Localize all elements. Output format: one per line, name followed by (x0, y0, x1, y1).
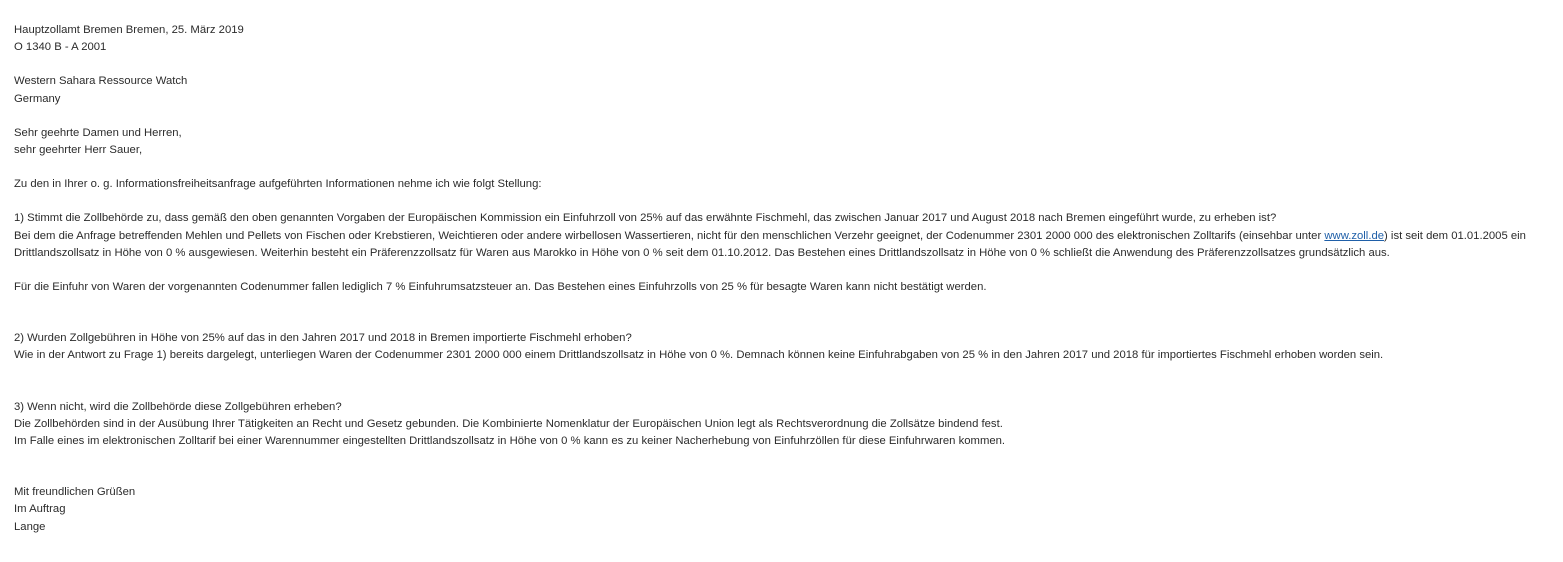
letter-body (14, 22, 1554, 536)
answer-1-part-1: Bei dem die Anfrage betreffenden Mehlen und Pellets von Fischen oder Krebstieren, Weichtieren oder andere wirbellosen Wassertieren, nicht für den menschlichen Verzehr geeignet, der Codenummer 2301 2000 000 des elektronischen Zolltarifs (einsehbar unter (14, 229, 1325, 242)
question-1-section (14, 210, 1554, 296)
closing (14, 484, 1554, 536)
intro-paragraph: Zu den in Ihrer o. g. Informationsfreiheitsanfrage aufgeführten Informationen nehme ich wie folgt Stellung: (14, 178, 542, 191)
recipient-country: Germany (14, 92, 61, 105)
signatory-name: Lange (14, 520, 46, 533)
answer-2: Wie in der Antwort zu Frage 1) bereits dargelegt, unterliegen Waren der Codenummer 2301 2000 000 einem Drittlandszollsatz in Höhe von 0 %. Demnach können keine Einfuhrabgaben von 25 % in den Jahren 2017 und 2018 für importiertes Fischmehl erhoben worden sein. (14, 349, 1384, 362)
salutation-line-1: Sehr geehrte Damen und Herren, (14, 126, 182, 139)
closing-greeting: Mit freundlichen Grüßen (14, 486, 136, 499)
answer-1-part-2: ) ist seit dem 01.01.2005 ein Drittlandszollsatz in Höhe von 0 % ausgewiesen. Weiterhin besteht ein Präferenzzollsatz für Waren aus Marokko in Höhe von 0 % seit dem 01.10.2012. Das Bestehen eines Drittlandszollsatz in Höhe von 0 % schließt die Anwendung des Präferenzzollsatzes grundsätzlich aus. (14, 229, 1526, 259)
letter-header (14, 22, 1554, 56)
question-1: 1) Stimmt die Zollbehörde zu, dass gemäß den oben genannten Vorgaben der Europäischen Kommission ein Einfuhrzoll von 25% auf das erwähnte Fischmehl, das zwischen Januar 2017 und August 2018 nach Bremen eingeführt wurde, zu erheben ist? (14, 212, 1277, 225)
sender-date-line: Hauptzollamt Bremen Bremen, 25. März 2019 (14, 24, 244, 36)
zoll-website-link[interactable]: www.zoll.de (1324, 229, 1385, 242)
question-2: 2) Wurden Zollgebühren in Höhe von 25% auf das in den Jahren 2017 und 2018 in Bremen importierte Fischmehl erhoben? (14, 332, 632, 345)
question-3-section (14, 399, 1554, 451)
recipient-address (14, 73, 1554, 107)
salutation (14, 125, 1554, 159)
recipient-name: Western Sahara Ressource Watch (14, 75, 188, 88)
answer-1-followup: Für die Einfuhr von Waren der vorgenannten Codenummer fallen lediglich 7 % Einfuhrumsatzsteuer an. Das Bestehen eines Einfuhrzolls von 25 % für besagte Waren kann nicht bestätigt werden. (14, 281, 987, 294)
answer-1 (14, 228, 1554, 262)
salutation-line-2: sehr geehrter Herr Sauer, (14, 144, 143, 157)
question-2-section (14, 330, 1554, 364)
closing-on-behalf: Im Auftrag (14, 503, 66, 516)
answer-3-line-2: Im Falle eines im elektronischen Zolltarif bei einer Warennummer eingestellten Drittlandszollsatz in Höhe von 0 % kann es zu keiner Nacherhebung von Einfuhrzöllen für diese Einfuhrwaren kommen. (14, 435, 1006, 448)
answer-3-line-1: Die Zollbehörden sind in der Ausübung Ihrer Tätigkeiten an Recht und Gesetz gebunden. Die Kombinierte Nomenklatur der Europäischen Union legt als Rechtsverordnung die Zollsätze bindend fest. (14, 417, 1003, 430)
question-3: 3) Wenn nicht, wird die Zollbehörde diese Zollgebühren erheben? (14, 400, 342, 413)
reference-number: O 1340 B - A 2001 (14, 41, 107, 54)
